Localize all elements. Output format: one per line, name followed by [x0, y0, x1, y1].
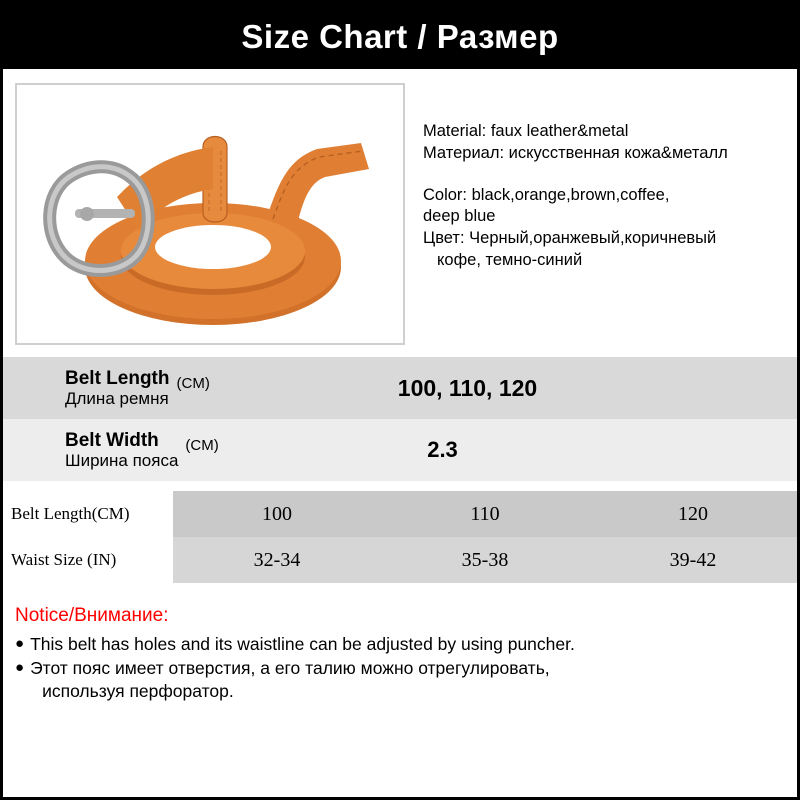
spec-label-en: Belt Length	[65, 367, 170, 389]
color-block	[423, 185, 728, 272]
color-en-line1: Color: black,orange,brown,coffee,	[423, 185, 670, 204]
color-en-line2: deep blue	[423, 207, 496, 226]
table-cell: 120	[678, 502, 708, 525]
spec-row-label	[3, 368, 268, 408]
spec-label-ru: Длина ремня	[65, 389, 169, 409]
notice-item	[15, 633, 781, 655]
product-info-section	[3, 69, 797, 345]
color-ru-line1: Цвет: Черный,оранжевый,коричневый	[423, 229, 717, 248]
spec-label-en: Belt Width	[65, 429, 159, 451]
table-row-header: Waist Size (IN)	[11, 550, 117, 569]
table-cell: 39-42	[669, 548, 717, 571]
notice-item	[15, 657, 781, 702]
belt-illustration	[17, 85, 403, 343]
color-ru-line2: кофе, темно-синий	[437, 250, 583, 269]
table-row-cells	[173, 491, 797, 537]
notice-line-1: Этот пояс имеет отверстия, а его талию можно отрегулировать,	[30, 658, 550, 679]
spec-value: 2.3	[427, 437, 458, 462]
page-header	[3, 3, 797, 69]
page-title: Size Chart / Размер	[241, 17, 559, 55]
spec-row-belt-width	[3, 419, 797, 481]
table-cell: 110	[470, 502, 500, 525]
table-cell: 35-38	[461, 548, 509, 571]
notice-text-ru	[30, 657, 550, 702]
table-row	[3, 491, 797, 537]
size-table	[3, 491, 797, 583]
bullet-icon: ●	[15, 659, 25, 677]
spec-row-label	[3, 430, 268, 470]
table-row-cells	[173, 537, 797, 583]
spec-label-ru: Ширина пояса	[65, 451, 179, 471]
spec-unit: (CM)	[176, 374, 210, 392]
table-cell: 100	[262, 502, 292, 525]
bullet-icon: ●	[15, 635, 25, 652]
material-en: Material: faux leather&metal	[423, 122, 629, 140]
notice-section	[3, 583, 797, 702]
material-ru: Материал: искусственная кожа&металл	[423, 143, 728, 162]
notice-line-1: This belt has holes and its waistline can be adjusted by using puncher.	[30, 634, 575, 654]
spec-value: 100, 110, 120	[397, 374, 538, 401]
material-block	[423, 121, 728, 165]
table-row-header: Belt Length(CM)	[11, 504, 130, 523]
spec-rows	[3, 357, 797, 481]
table-row	[3, 537, 797, 583]
notice-text-en	[30, 633, 575, 655]
notice-title: Notice/Внимание:	[15, 605, 169, 626]
specs-text	[423, 83, 728, 345]
product-image	[15, 83, 405, 345]
spec-unit: (CM)	[185, 436, 219, 454]
notice-line-2: используя перфоратор.	[42, 680, 234, 701]
table-cell: 32-34	[253, 548, 301, 571]
spec-row-belt-length	[3, 357, 797, 419]
